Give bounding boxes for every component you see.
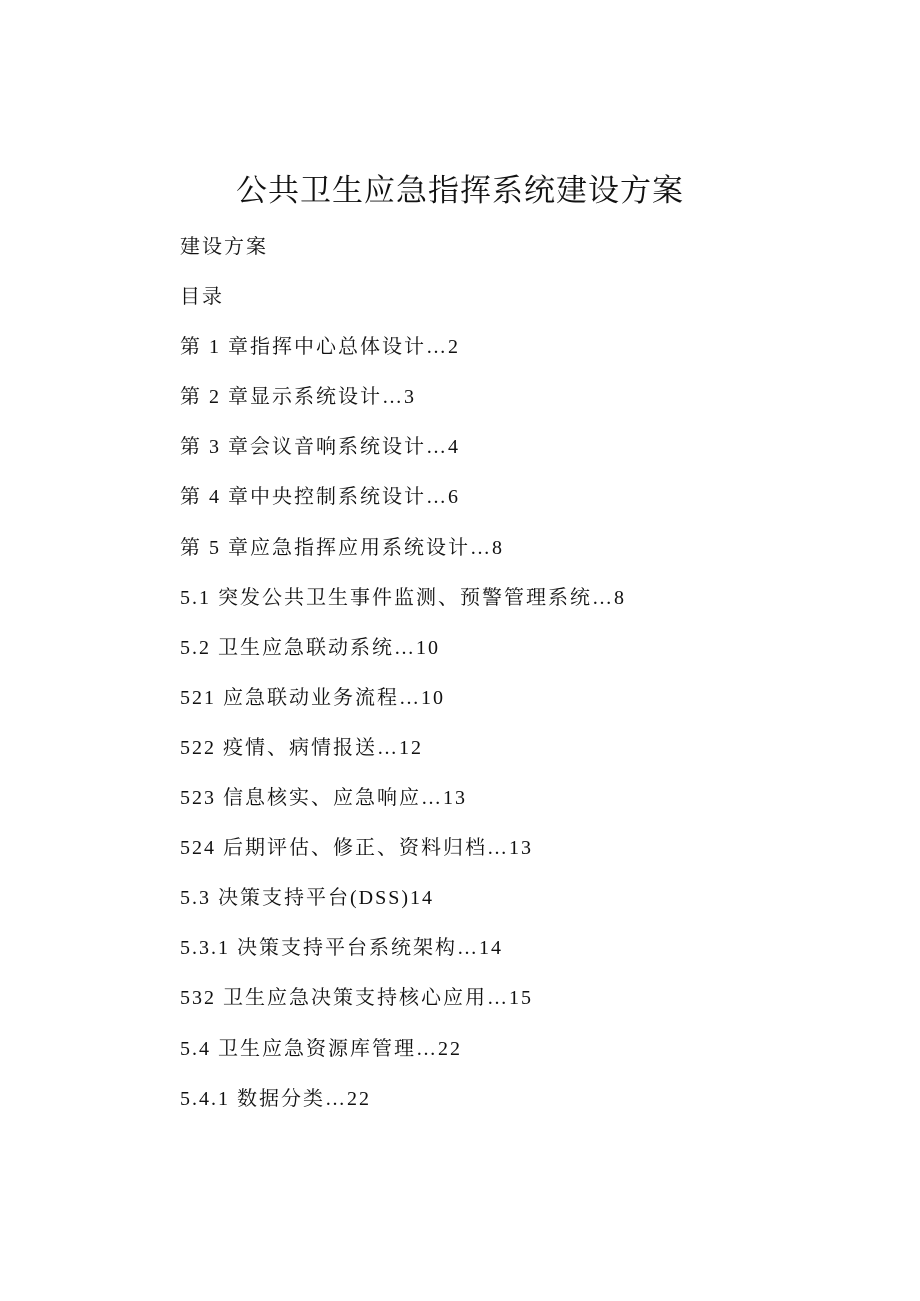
toc-entry: 5.2 卫生应急联动系统…10 [180, 636, 440, 659]
toc-entry: 第 3 章会议音响系统设计…4 [180, 436, 460, 459]
toc-entry: 第 5 章应急指挥应用系统设计…8 [180, 536, 504, 559]
subtitle-line: 建设方案 [180, 236, 268, 258]
toc-entry: 532 卫生应急决策支持核心应用…15 [180, 987, 533, 1010]
toc-entry: 第 4 章中央控制系统设计…6 [180, 486, 460, 509]
toc-entry: 5.3 决策支持平台(DSS)14 [180, 887, 435, 910]
toc-heading: 目录 [180, 286, 224, 309]
document-title: 公共卫生应急指挥系统建设方案 [236, 173, 684, 208]
toc-entry: 第 2 章显示系统设计…3 [180, 386, 416, 409]
toc-entry: 523 信息核实、应急响应…13 [180, 787, 467, 810]
toc-list [180, 230, 880, 1132]
toc-entry: 5.4.1 数据分类…22 [180, 1087, 371, 1110]
toc-entry: 522 疫情、病情报送…12 [180, 736, 423, 759]
toc-entry: 521 应急联动业务流程…10 [180, 686, 445, 709]
toc-entry: 5.3.1 决策支持平台系统架构…14 [180, 937, 503, 960]
toc-entry: 5.4 卫生应急资源库管理…22 [180, 1037, 462, 1060]
toc-entry: 524 后期评估、修正、资料归档…13 [180, 837, 533, 860]
toc-entry: 5.1 突发公共卫生事件监测、预警管理系统…8 [180, 586, 626, 609]
toc-entry: 第 1 章指挥中心总体设计…2 [180, 336, 460, 359]
